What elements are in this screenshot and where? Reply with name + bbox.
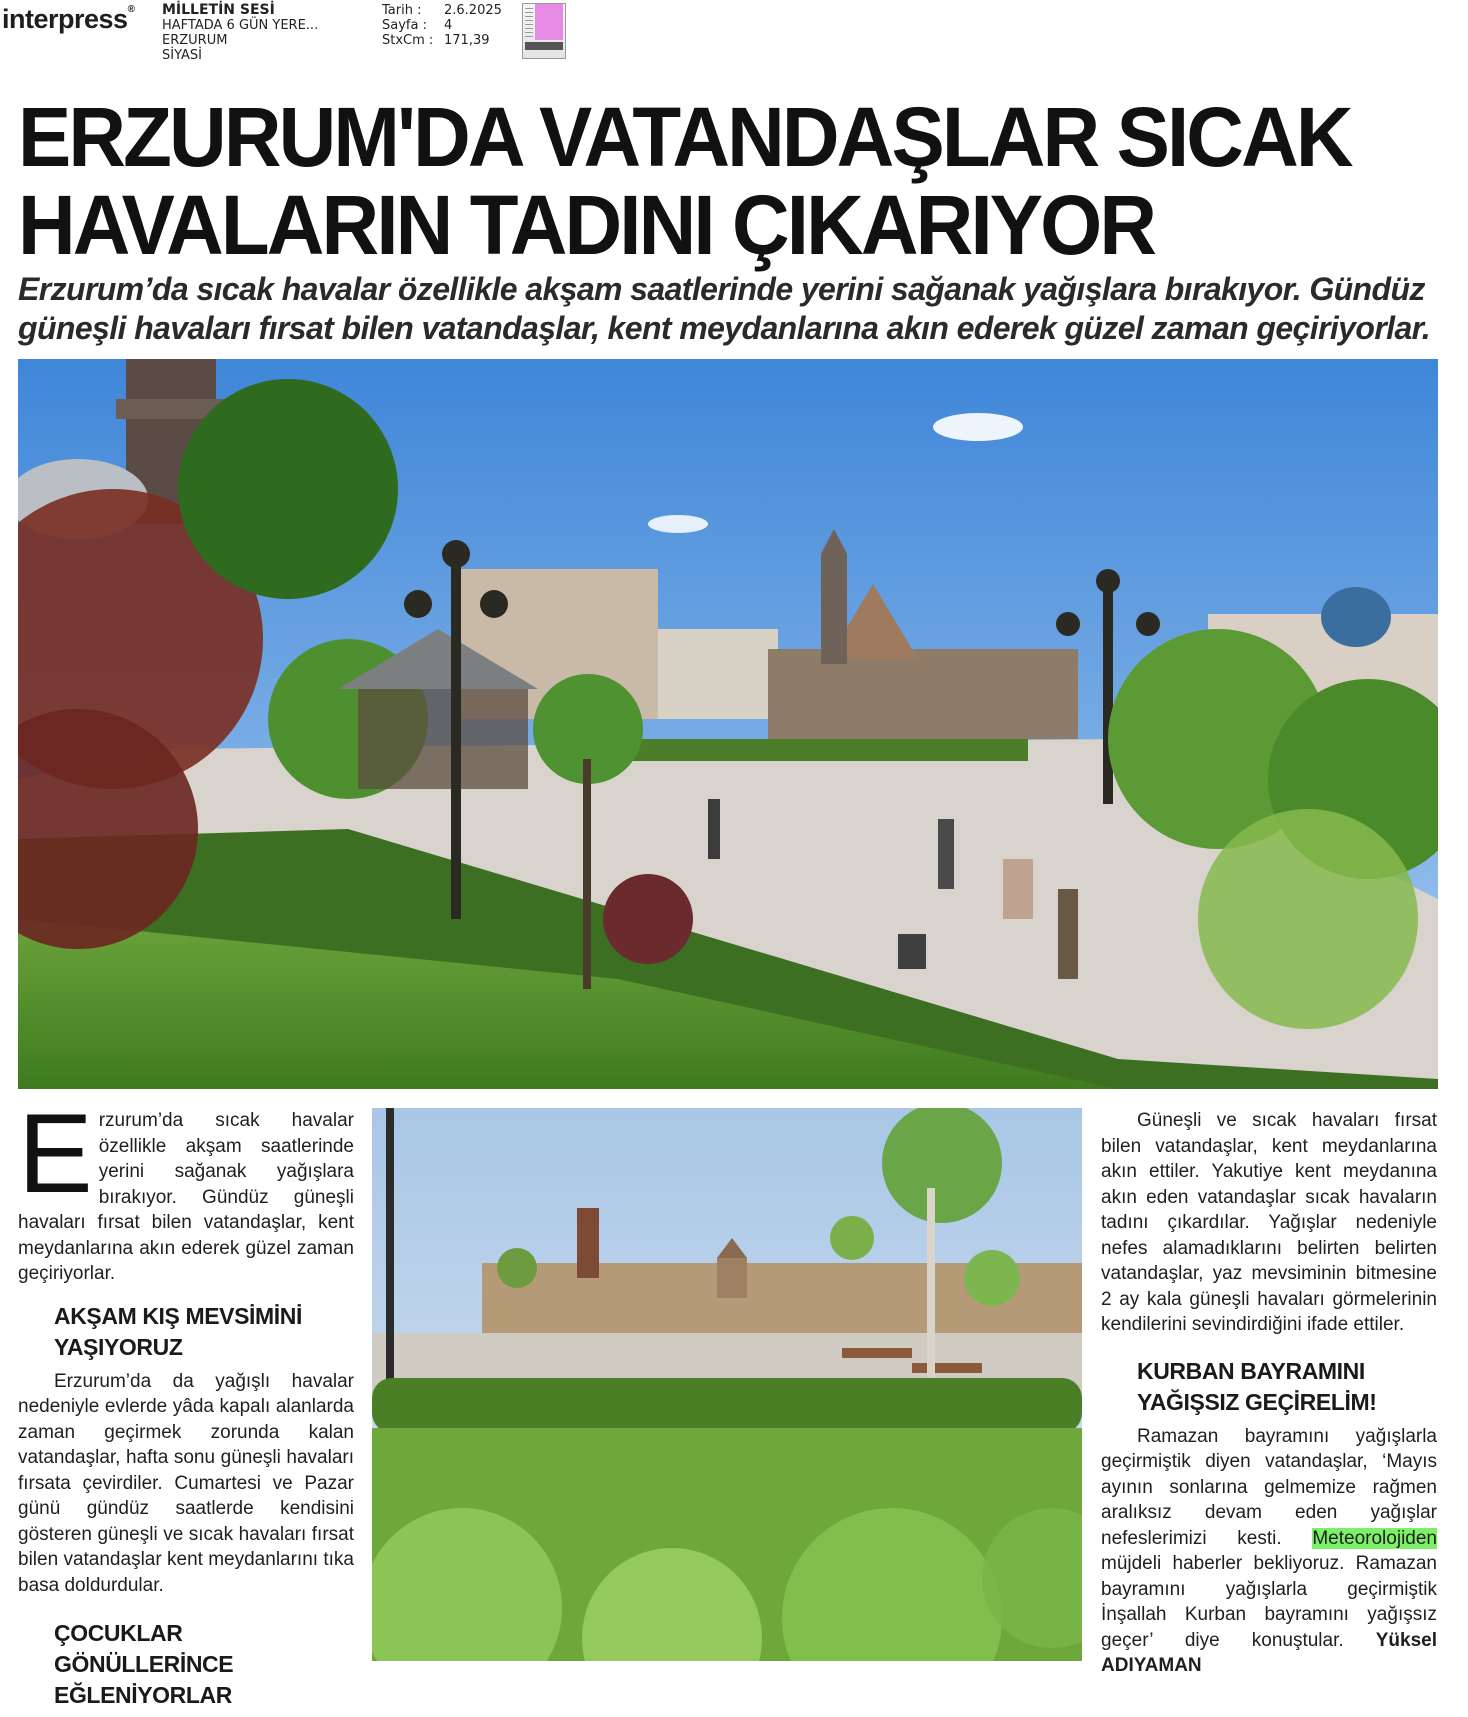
publication-frequency: HAFTADA 6 GÜN YERE... xyxy=(162,18,319,33)
left-paragraph-1: Erzurum’da da yağışlı havalar nedeniyle evlerde yâda kapalı alanlarda zaman geçirmek zorunda kalan vatandaşlar, hafta sonu güneşli havaları fırsata çevirdiler. Cumartesi ve Pazar günü gündüz saatlerde kendisini gösteren güneşli ve sıcak havaları fırsat bilen vatandaşlar kent meydanlarını tıka basa doldurdular. xyxy=(18,1370,354,1596)
author-byline: Yüksel ADIYAMAN xyxy=(1101,1629,1437,1676)
interpress-logo xyxy=(2,4,134,35)
logo-text: interpress xyxy=(2,4,128,34)
publication-name: MİLLETİN SESİ xyxy=(162,2,275,18)
left-column xyxy=(18,1091,354,1717)
date-label: Tarih : xyxy=(382,3,422,18)
dropcap: E xyxy=(18,1091,93,1216)
right-paragraph-2 xyxy=(1101,1424,1437,1679)
publication-meta xyxy=(162,3,318,63)
publication-city: ERZURUM xyxy=(162,33,228,48)
stxcm-value: 171,39 xyxy=(444,33,490,48)
right-paragraph-1: Güneşli ve sıcak havaları fırsat bilen vatandaşlar, kent meydanlarına akın ettiler. Yakutiye kent meydanına akın eden vatandaşlar sıcak havaların tadını çıkardılar. Yağışlar nedeniyle nefes alamadıklarını belirten belirten vatandaşlar, yaz mevsiminin bitmesine 2 ay kala güneşli havaları görmelerinin kendilerini sevindirdiğini ifade ettiler. xyxy=(1101,1110,1437,1335)
subhead-cocuklar: ÇOCUKLAR GÖNÜLLERİNCE EĞLENİYORLAR xyxy=(54,1620,234,1708)
para2-text-before: Ramazan bayramını yağışlarla geçirmiştik diyen vatandaşlar, ‘Mayıs ayının sonlarına gelmemize rağmen aralıksız devam eden yağışlar nefeslerimizi kesti. xyxy=(1101,1425,1437,1549)
subhead-kurban-bayrami: KURBAN BAYRAMINI YAĞIŞSIZ GEÇİRELİM! xyxy=(1137,1357,1377,1415)
logo-registered-mark: ® xyxy=(127,4,135,15)
highlighted-word: Meteorolojiden xyxy=(1312,1527,1437,1549)
second-photo xyxy=(372,1108,1082,1661)
headline-line-2: HAVALARIN TADINI ÇIKARIYOR xyxy=(18,178,1155,272)
headline-line-1: ERZURUM'DA VATANDAŞLAR SICAK xyxy=(18,90,1351,184)
date-value: 2.6.2025 xyxy=(444,3,502,18)
stxcm-row xyxy=(382,33,502,48)
publication-category: SİYASİ xyxy=(162,48,202,63)
clipping-meta xyxy=(382,3,502,48)
intro-text: rzurum’da sıcak havalar özellikle akşam saatlerinde yerini sağanak yağışlara bırakıyor. Gündüz güneşli havaları fırsat bilen vatandaşlar, kent meydanlarına akın ederek güzel zaman geçiriyorlar. xyxy=(18,1110,354,1284)
page-label: Sayfa : xyxy=(382,18,427,33)
right-column xyxy=(1101,1108,1437,1679)
subhead-aksam-kis: AKŞAM KIŞ MEVSİMİNİ YAŞIYORUZ xyxy=(54,1302,302,1360)
deck-summary: Erzurum’da sıcak havalar özellikle akşam saatlerinde yerini sağanak yağışlara bırakıyor. Gündüz güneşli havaları fırsat bilen vatandaşlar, kent meydanlarına akın ederek güzel zaman geçiriyorlar. xyxy=(18,271,1431,346)
main-photo xyxy=(18,359,1438,1089)
page-row xyxy=(382,18,502,33)
date-row xyxy=(382,3,502,18)
stxcm-label: StxCm : xyxy=(382,33,434,48)
intro-paragraph xyxy=(18,1091,354,1287)
para2-text-after: müjdeli haberler bekliyoruz. Ramazan bayramını yağışlarla geçirmiştik İnşallah Kurban bayramını yağışsız geçer’ diye konuştular. xyxy=(1101,1553,1437,1651)
page-value: 4 xyxy=(444,18,453,33)
page-thumbnail[interactable] xyxy=(522,3,566,59)
